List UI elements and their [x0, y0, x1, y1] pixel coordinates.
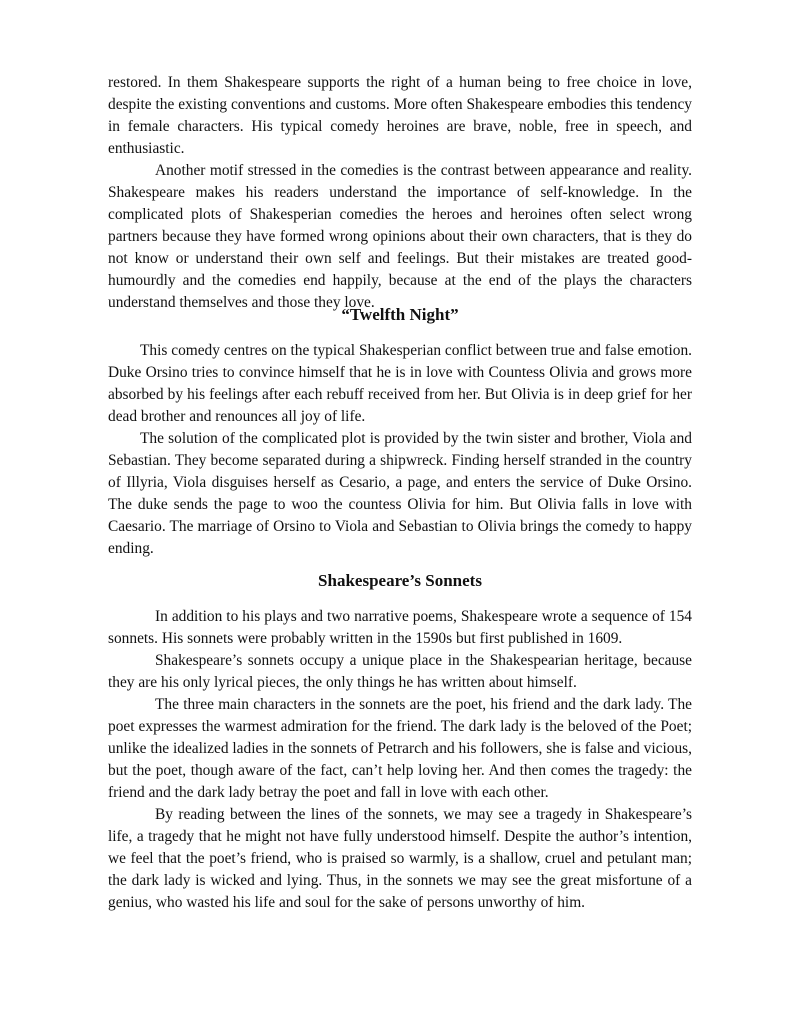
intro-paragraph-2: Another motif stressed in the comedies is the contrast between appearance and reality. Shakespeare makes his readers understand the importance of self-knowledge. In the complicated plots of Shakesperian comedies the heroes and heroines often select wrong partners because they have formed wrong opinions about their own characters, that is they do not know or understand their own self and feelings. But their mistakes are treated good-humourdly and the comedies end happily, because at the end of the plays the characters understand themselves and those they love. — [108, 162, 692, 311]
sonnets-paragraph-4: By reading between the lines of the sonnets, we may see a tragedy in Shakespeare’s life, a tragedy that he might not have fully understood himself. Despite the author’s intention, we feel that the poet’s friend, who is praised so warmly, is a shallow, cruel and petulant man; the dark lady is wicked and lying. Thus, in the sonnets we may see the great misfortune of a genius, who wasted his life and soul for the sake of persons unworthy of him. — [108, 806, 692, 911]
sonnets-paragraph-3: The three main characters in the sonnets are the poet, his friend and the dark lady. The poet expresses the warmest admiration for the friend. The dark lady is the beloved of the Poet; unlike the idealized ladies in the sonnets of Petrarch and his followers, she is false and vicious, but the poet, though aware of the fact, can’t help loving her. And then comes the tragedy: the friend and the dark lady betray the poet and fall in love with each other. — [108, 696, 692, 801]
twelfth-night-section — [108, 340, 692, 560]
intro-paragraph-1: restored. In them Shakespeare supports the right of a human being to free choice in love, despite the existing conventions and customs. More often Shakespeare embodies this tendency in female characters. His typical comedy heroines are brave, noble, free in speech, and enthusiastic. — [108, 74, 692, 157]
twelfth-night-heading: “Twelfth Night” — [341, 305, 459, 324]
sonnets-paragraph-1: In addition to his plays and two narrative poems, Shakespeare wrote a sequence of 154 sonnets. His sonnets were probably written in the 1590s but first published in 1609. — [108, 608, 692, 647]
sonnets-paragraph-2: Shakespeare’s sonnets occupy a unique place in the Shakespearian heritage, because they are his only lyrical pieces, the only things he has written about himself. — [108, 652, 692, 691]
twelfth-night-paragraph-1: This comedy centres on the typical Shakesperian conflict between true and false emotion. Duke Orsino tries to convince himself that he is in love with Countess Olivia and grows more absorbed by his feelings after each rebuff received from her. But Olivia is in deep grief for her dead brother and renounces all joy of life. — [108, 342, 692, 425]
sonnets-heading: Shakespeare’s Sonnets — [318, 571, 482, 590]
twelfth-night-paragraph-2: The solution of the complicated plot is provided by the twin sister and brother, Viola and Sebastian. They become separated during a shipwreck. Finding herself stranded in the country of Illyria, Viola disguises herself as Cesario, a page, and enters the service of Duke Orsino. The duke sends the page to woo the countess Olivia for him. But Olivia falls in love with Caesario. The marriage of Orsino to Viola and Sebastian to Olivia brings the comedy to happy ending. — [108, 430, 692, 557]
sonnets-section — [108, 606, 692, 914]
intro-section — [108, 72, 692, 314]
